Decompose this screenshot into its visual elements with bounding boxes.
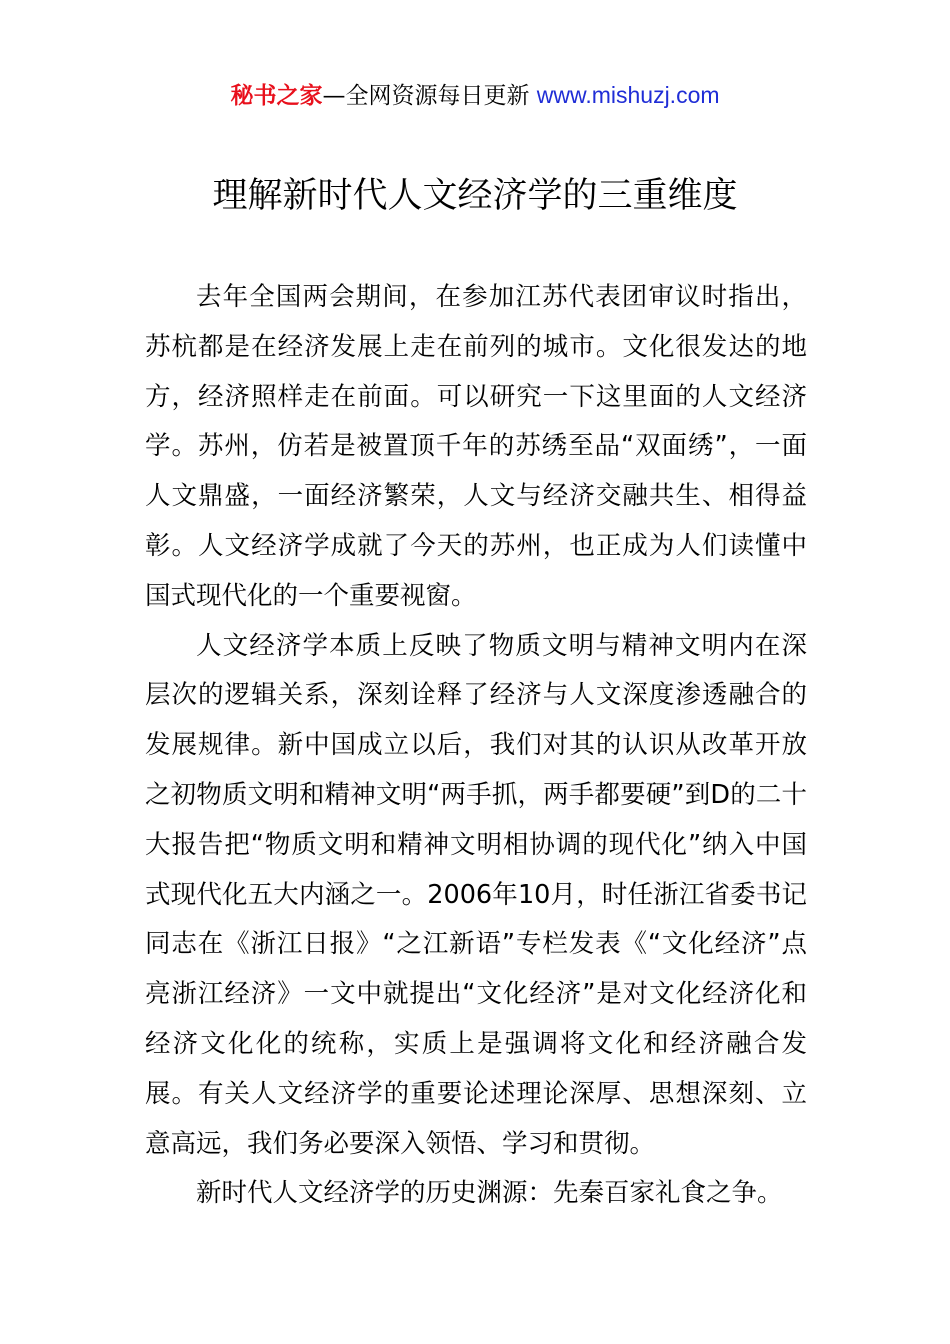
document-title: 理解新时代人文经济学的三重维度	[212, 176, 738, 216]
paragraph-2: 人文经济学本质上反映了物质文明与精神文明内在深层次的逻辑关系，深刻诠释了经济与人文深度渗透融合的发展规律。新中国成立以后，我们对其的认识从改革开放之初物质文明和精神文明“两手抓，两手都要硬”到D的二十大报告把“物质文明和精神文明相协调的现代化”纳入中国式现代化五大内涵之一。2006年10月，时任浙江省委书记同志在《浙江日报》“之江新语”专栏发表《“文化经济”点亮浙江经济》一文中就提出“文化经济”是对文化经济化和经济文化化的统称，实质上是强调将文化和经济融合发展。有关人文经济学的重要论述理论深厚、思想深刻、立意高远，我们务必要深入领悟、学习和贯彻。	[145, 630, 807, 1159]
paragraph-3: 新时代人文经济学的历史渊源：先秦百家礼食之争。	[196, 1178, 783, 1209]
site-url-link[interactable]: www.mishuzj.com	[536, 82, 720, 108]
site-header	[0, 78, 950, 113]
site-brand: 秘书之家	[230, 83, 323, 109]
paragraph-1: 去年全国两会期间，在参加江苏代表团审议时指出，苏杭都是在经济发展上走在前列的城市。文化很发达的地方，经济照样走在前面。可以研究一下这里面的人文经济学。苏州，仿若是被置顶千年的苏绣至品“双面绣”，一面人文鼎盛，一面经济繁荣，人文与经济交融共生、相得益彰。人文经济学成就了今天的苏州，也正成为人们读懂中国式现代化的一个重要视窗。	[145, 282, 807, 611]
site-slogan: —全网资源每日更新	[322, 83, 537, 109]
document-body	[145, 273, 807, 1219]
